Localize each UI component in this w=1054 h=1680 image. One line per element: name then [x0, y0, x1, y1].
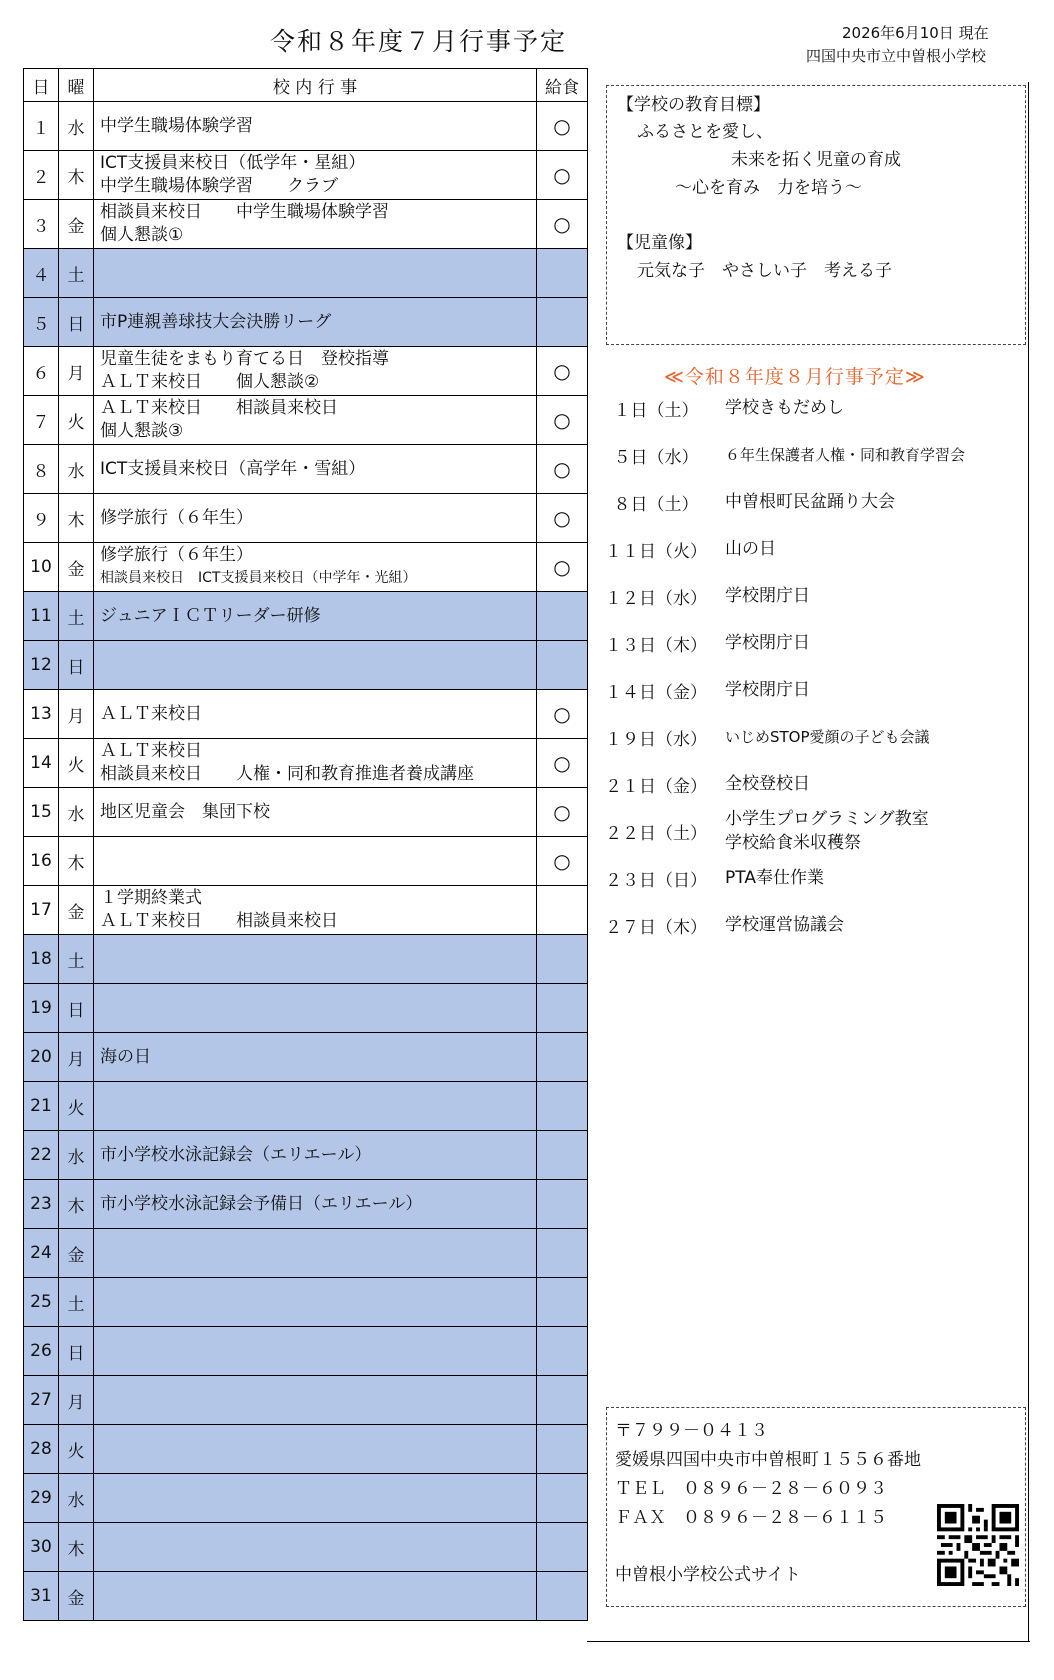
event-line: ICT支援員来校日（高学年・雪組）	[100, 458, 366, 479]
august-event-texts	[725, 866, 824, 890]
page-title: 令和８年度７月行事予定	[270, 27, 568, 56]
row-day: 14	[24, 739, 59, 788]
row-events	[94, 739, 537, 788]
row-weekday: 土	[59, 935, 94, 984]
august-event-date: １２日（水）	[605, 589, 707, 609]
row-weekday: 月	[59, 1376, 94, 1425]
row-weekday: 日	[59, 1327, 94, 1376]
row-weekday: 木	[59, 151, 94, 200]
row-meal: ○	[537, 837, 588, 886]
table-row	[24, 151, 588, 200]
august-event-texts	[725, 537, 776, 561]
row-weekday: 水	[59, 102, 94, 151]
row-weekday: 月	[59, 1033, 94, 1082]
table-row	[24, 788, 588, 837]
row-day: 30	[24, 1523, 59, 1572]
row-events	[94, 1327, 537, 1376]
row-events	[94, 984, 537, 1033]
row-day: 28	[24, 1425, 59, 1474]
august-event-texts	[725, 678, 810, 702]
child-image-text: 元気な子 やさしい子 考える子	[637, 261, 892, 281]
table-row	[24, 200, 588, 249]
event-line: ICT支援員来校日（低学年・星組）	[100, 153, 366, 173]
table-row	[24, 347, 588, 396]
row-events	[94, 886, 537, 935]
school-name: 四国中央市立中曽根小学校	[806, 47, 987, 65]
row-weekday: 土	[59, 592, 94, 641]
row-events	[94, 347, 537, 396]
august-title: ≪令和８年度８月行事予定≫	[664, 366, 926, 388]
row-weekday: 日	[59, 298, 94, 347]
as-of-date: 2026年6月10日 現在	[842, 24, 989, 42]
row-meal	[537, 1523, 588, 1572]
address: 愛媛県四国中央市中曽根町１５５６番地	[615, 1450, 921, 1470]
table-row	[24, 984, 588, 1033]
row-events	[94, 249, 537, 298]
event-line: １学期終業式	[100, 888, 202, 908]
row-weekday: 水	[59, 788, 94, 837]
row-events	[94, 1572, 537, 1621]
event-line: 中学生職場体験学習	[100, 115, 253, 136]
august-event-text: 学校閉庁日	[725, 586, 810, 606]
official-site-label[interactable]: 中曽根小学校公式サイト	[615, 1565, 801, 1585]
row-day: ４	[24, 249, 59, 298]
row-day: 11	[24, 592, 59, 641]
row-weekday: 木	[59, 1180, 94, 1229]
table-row	[24, 1327, 588, 1376]
row-events	[94, 494, 537, 543]
row-day: ５	[24, 298, 59, 347]
goals-line-3: ～心を育み 力を培う～	[675, 178, 862, 198]
row-events	[94, 1082, 537, 1131]
row-day: 31	[24, 1572, 59, 1621]
table-row	[24, 1082, 588, 1131]
row-day: 19	[24, 984, 59, 1033]
august-event-texts	[725, 443, 965, 467]
row-meal	[537, 1376, 588, 1425]
row-events	[94, 396, 537, 445]
row-meal	[537, 935, 588, 984]
august-event-text: 学校きもだめし	[725, 398, 844, 418]
row-weekday: 土	[59, 1278, 94, 1327]
row-events	[94, 1131, 537, 1180]
row-meal: ○	[537, 690, 588, 739]
event-line: ＡＬＴ来校日 相談員来校日	[100, 398, 338, 418]
row-weekday: 金	[59, 543, 94, 592]
august-event-text: 全校登校日	[725, 774, 810, 794]
august-event-text: 山の日	[725, 539, 776, 559]
goals-line-1: ふるさとを愛し、	[637, 122, 773, 142]
august-event-date: ８日（土）	[613, 495, 699, 515]
event-line: 相談員来校日 ICT支援員来校日（中学年・光組）	[100, 570, 417, 586]
table-header-row	[24, 69, 588, 102]
table-row	[24, 1572, 588, 1621]
row-meal: ○	[537, 151, 588, 200]
row-day: 22	[24, 1131, 59, 1180]
row-weekday: 木	[59, 837, 94, 886]
table-row	[24, 445, 588, 494]
august-event-texts	[725, 631, 810, 655]
table-row	[24, 935, 588, 984]
row-meal	[537, 1327, 588, 1376]
row-weekday: 金	[59, 886, 94, 935]
header-meal: 給食	[537, 69, 588, 102]
event-line: 児童生徒をまもり育てる日 登校指導	[100, 349, 389, 369]
child-image-heading: 【児童像】	[617, 233, 702, 253]
row-day: 21	[24, 1082, 59, 1131]
table-row	[24, 1180, 588, 1229]
row-meal: ○	[537, 102, 588, 151]
row-events	[94, 837, 537, 886]
row-day: 10	[24, 543, 59, 592]
august-event-texts	[725, 490, 895, 514]
event-line: 相談員来校日 人権・同和教育推進者養成講座	[100, 764, 474, 784]
august-event-date: １９日（水）	[605, 730, 707, 750]
row-meal	[537, 886, 588, 935]
row-meal	[537, 1180, 588, 1229]
row-day: ３	[24, 200, 59, 249]
row-events	[94, 1425, 537, 1474]
row-day: ７	[24, 396, 59, 445]
event-line: 個人懇談①	[100, 225, 184, 245]
row-meal: ○	[537, 347, 588, 396]
table-row	[24, 1425, 588, 1474]
table-row	[24, 543, 588, 592]
table-row	[24, 1278, 588, 1327]
postal-code: 〒７９９－０４１３	[615, 1421, 768, 1441]
row-day: 20	[24, 1033, 59, 1082]
row-day: 23	[24, 1180, 59, 1229]
row-meal: ○	[537, 494, 588, 543]
row-events	[94, 445, 537, 494]
row-meal	[537, 984, 588, 1033]
row-events	[94, 543, 537, 592]
row-meal: ○	[537, 445, 588, 494]
row-events	[94, 935, 537, 984]
august-event-text: ６年生保護者人権・同和教育学習会	[725, 446, 966, 464]
table-row	[24, 641, 588, 690]
row-meal	[537, 641, 588, 690]
august-event-date: １４日（金）	[605, 683, 707, 703]
table-row	[24, 1523, 588, 1572]
row-weekday: 水	[59, 1474, 94, 1523]
row-meal	[537, 1572, 588, 1621]
august-event-text: 学校運営協議会	[725, 915, 844, 935]
event-line: 市小学校水泳記録会（エリエール）	[100, 1144, 372, 1165]
august-event-texts	[725, 584, 810, 608]
schedule-body	[24, 102, 588, 1621]
table-row	[24, 249, 588, 298]
row-weekday: 水	[59, 1131, 94, 1180]
row-events	[94, 1278, 537, 1327]
row-day: 26	[24, 1327, 59, 1376]
row-weekday: 火	[59, 396, 94, 445]
row-meal: ○	[537, 543, 588, 592]
row-meal: ○	[537, 200, 588, 249]
august-event-text: 小学生プログラミング教室	[725, 809, 929, 829]
event-line: 修学旅行（６年生）	[100, 545, 253, 565]
row-day: １	[24, 102, 59, 151]
table-row	[24, 739, 588, 788]
row-events	[94, 592, 537, 641]
august-event-text: いじめSTOP愛顔の子ども会議	[725, 728, 930, 746]
row-weekday: 日	[59, 984, 94, 1033]
row-meal	[537, 298, 588, 347]
table-row	[24, 298, 588, 347]
august-event-text: 学校給食米収穫祭	[725, 833, 861, 853]
august-event-texts	[725, 807, 929, 855]
row-meal	[537, 1131, 588, 1180]
event-line: 個人懇談③	[100, 421, 184, 441]
row-weekday: 水	[59, 445, 94, 494]
event-line: 地区児童会 集団下校	[100, 801, 270, 822]
row-events	[94, 151, 537, 200]
row-weekday: 木	[59, 494, 94, 543]
event-line: 市P連親善球技大会決勝リーグ	[100, 311, 332, 332]
row-day: 25	[24, 1278, 59, 1327]
row-weekday: 金	[59, 1572, 94, 1621]
row-meal	[537, 592, 588, 641]
row-weekday: 月	[59, 347, 94, 396]
row-events	[94, 788, 537, 837]
august-event-date: ２７日（木）	[605, 918, 707, 938]
row-day: ９	[24, 494, 59, 543]
table-row	[24, 837, 588, 886]
contact-box	[606, 1407, 1026, 1607]
august-event-date: ２２日（土）	[605, 824, 707, 844]
table-row	[24, 592, 588, 641]
event-line: 修学旅行（６年生）	[100, 507, 253, 528]
table-row	[24, 1376, 588, 1425]
header-events: 校 内 行 事	[94, 69, 537, 102]
row-day: 12	[24, 641, 59, 690]
row-day: ２	[24, 151, 59, 200]
august-event-date: ２１日（金）	[605, 777, 707, 797]
row-weekday: 木	[59, 1523, 94, 1572]
row-events	[94, 298, 537, 347]
row-weekday: 火	[59, 1425, 94, 1474]
row-meal	[537, 1082, 588, 1131]
education-goals-box	[606, 85, 1026, 345]
august-event-text: 中曽根町民盆踊り大会	[725, 492, 895, 512]
table-row	[24, 886, 588, 935]
event-line: 市小学校水泳記録会予備日（エリエール）	[100, 1193, 423, 1214]
header-weekday: 曜	[59, 69, 94, 102]
event-line: 海の日	[100, 1046, 151, 1067]
row-meal	[537, 1033, 588, 1082]
august-event-date: ２３日（日）	[605, 871, 707, 891]
august-event-text: 学校閉庁日	[725, 633, 810, 653]
table-row	[24, 1474, 588, 1523]
event-line: ＡＬＴ来校日 個人懇談②	[100, 372, 320, 392]
august-event-text: PTA奉仕作業	[725, 868, 824, 888]
row-day: 18	[24, 935, 59, 984]
row-events	[94, 1033, 537, 1082]
goals-heading: 【学校の教育目標】	[617, 95, 770, 115]
right-panel-border	[1028, 82, 1029, 1642]
row-meal: ○	[537, 788, 588, 837]
row-meal: ○	[537, 396, 588, 445]
august-event-texts	[725, 772, 810, 796]
qr-code-icon[interactable]	[937, 1504, 1019, 1586]
row-events	[94, 1523, 537, 1572]
row-meal	[537, 1278, 588, 1327]
row-day: 27	[24, 1376, 59, 1425]
row-meal	[537, 1474, 588, 1523]
august-event-date: ５日（水）	[613, 448, 699, 468]
tel-number: ＴＥＬ ０８９６－２８－６０９３	[615, 1479, 887, 1499]
row-events	[94, 1474, 537, 1523]
goals-line-2: 未来を拓く児童の育成	[731, 150, 901, 170]
event-line: 中学生職場体験学習 クラブ	[100, 176, 338, 196]
event-line: ＡＬＴ来校日	[100, 741, 202, 761]
row-day: ８	[24, 445, 59, 494]
row-weekday: 日	[59, 641, 94, 690]
august-event-text: 学校閉庁日	[725, 680, 810, 700]
august-event-texts	[725, 725, 930, 749]
event-line: ＡＬＴ来校日	[100, 703, 202, 724]
row-day: 16	[24, 837, 59, 886]
august-event-date: １１日（火）	[605, 542, 707, 562]
row-events	[94, 1180, 537, 1229]
event-line: 相談員来校日 中学生職場体験学習	[100, 202, 389, 222]
row-weekday: 土	[59, 249, 94, 298]
event-line: ジュニアＩＣＴリーダー研修	[100, 605, 321, 626]
row-day: 13	[24, 690, 59, 739]
header-day: 日	[24, 69, 59, 102]
row-events	[94, 641, 537, 690]
row-events	[94, 1376, 537, 1425]
event-line: ＡＬＴ来校日 相談員来校日	[100, 911, 338, 931]
table-row	[24, 102, 588, 151]
row-weekday: 金	[59, 1229, 94, 1278]
row-weekday: 火	[59, 739, 94, 788]
table-row	[24, 494, 588, 543]
bottom-panel-border	[587, 1641, 1030, 1642]
august-event-texts	[725, 396, 844, 420]
row-events	[94, 690, 537, 739]
table-row	[24, 396, 588, 445]
row-events	[94, 1229, 537, 1278]
table-row	[24, 1131, 588, 1180]
row-weekday: 月	[59, 690, 94, 739]
row-meal	[537, 1425, 588, 1474]
row-day: ６	[24, 347, 59, 396]
table-row	[24, 690, 588, 739]
row-weekday: 金	[59, 200, 94, 249]
table-row	[24, 1033, 588, 1082]
row-day: 15	[24, 788, 59, 837]
row-events	[94, 102, 537, 151]
table-row	[24, 1229, 588, 1278]
august-event-date: １日（土）	[613, 401, 699, 421]
row-day: 24	[24, 1229, 59, 1278]
row-events	[94, 200, 537, 249]
august-event-date: １３日（木）	[605, 636, 707, 656]
row-meal: ○	[537, 739, 588, 788]
row-weekday: 火	[59, 1082, 94, 1131]
row-meal	[537, 249, 588, 298]
july-schedule-table	[23, 68, 588, 1621]
row-day: 29	[24, 1474, 59, 1523]
row-meal	[537, 1229, 588, 1278]
august-event-texts	[725, 913, 844, 937]
fax-number: ＦＡＸ ０８９６－２８－６１１５	[615, 1508, 887, 1528]
row-day: 17	[24, 886, 59, 935]
